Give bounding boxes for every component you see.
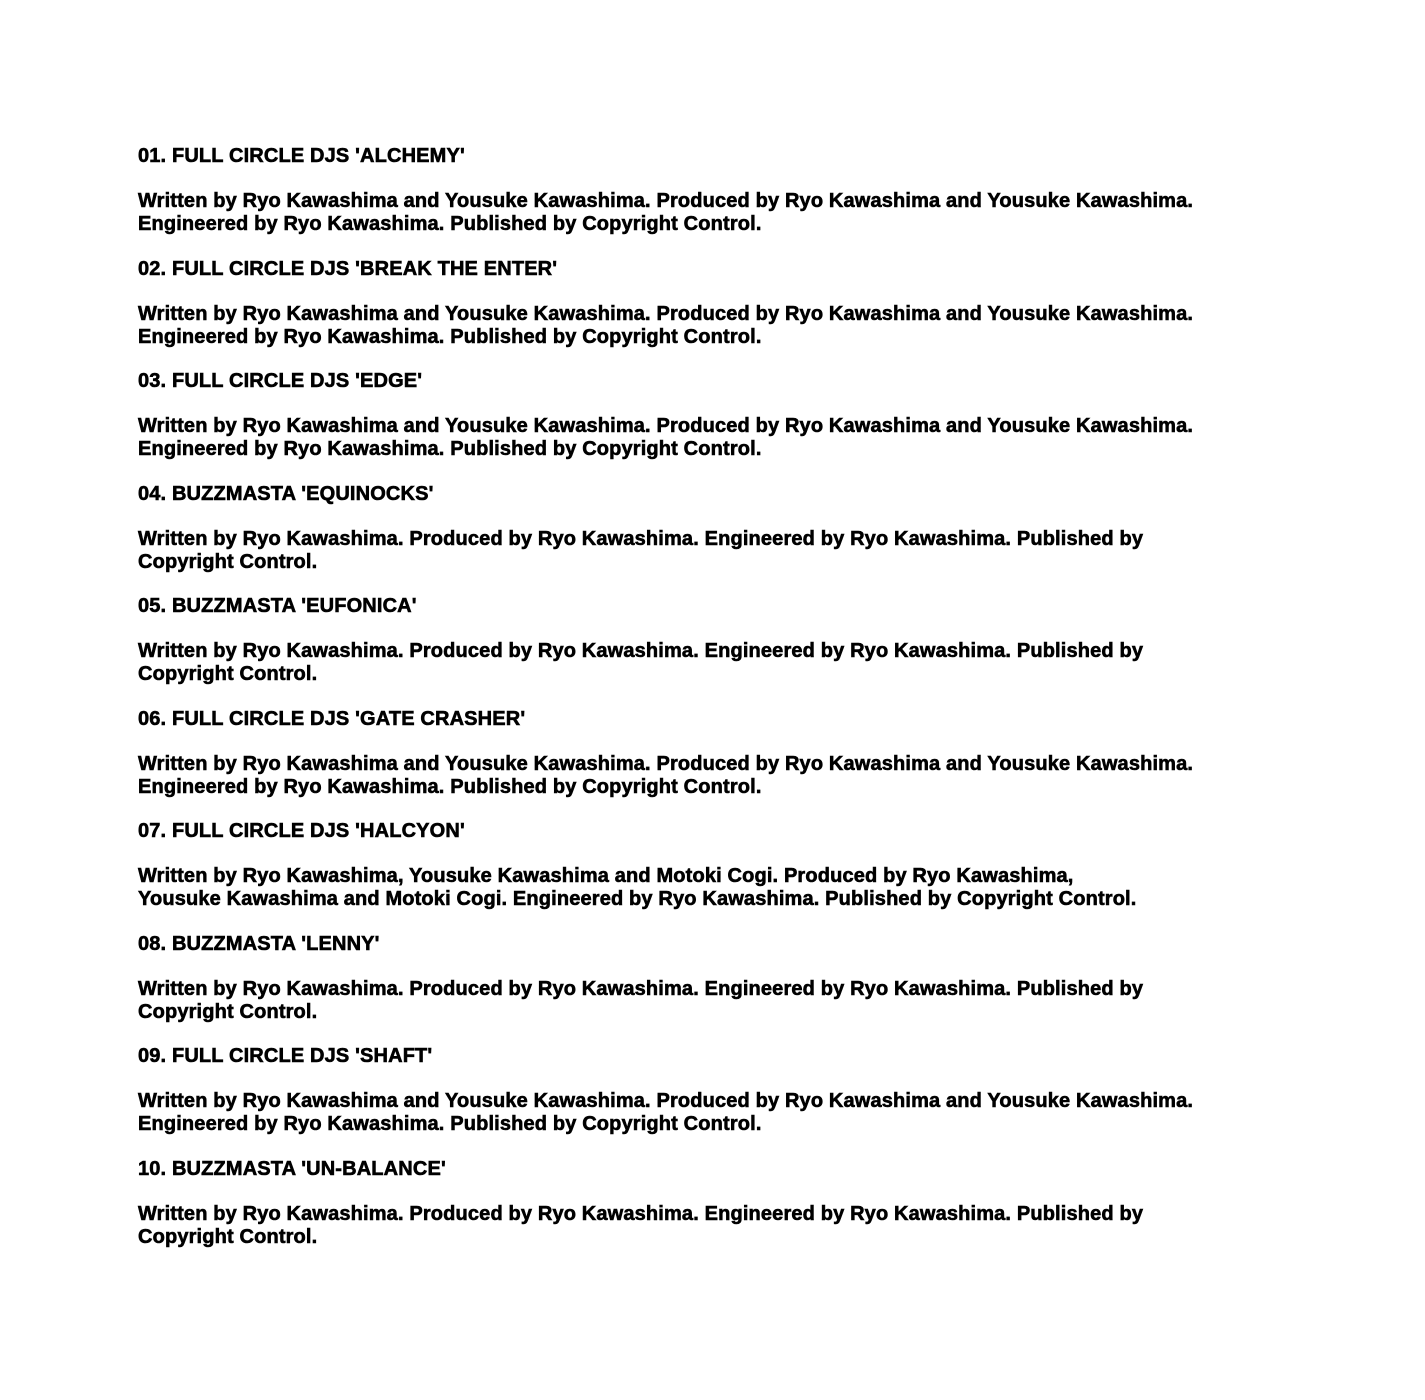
track-credits [138,190,1318,236]
track-credits-line: Engineered by Ryo Kawashima. Published by Copyright Control. [138,326,762,348]
track-title: 03. FULL CIRCLE DJS 'EDGE' [138,370,423,392]
track-credits [138,640,1318,686]
track-credits-line: Written by Ryo Kawashima and Yousuke Kawashima. Produced by Ryo Kawashima and Yousuke Kawashima. [138,190,1194,212]
track-title: 01. FULL CIRCLE DJS 'ALCHEMY' [138,145,465,167]
track-credits-line: Engineered by Ryo Kawashima. Published by Copyright Control. [138,776,762,798]
track-credits-line: Written by Ryo Kawashima. Produced by Ryo Kawashima. Engineered by Ryo Kawashima. Published by [138,640,1144,662]
track-credits-line: Yousuke Kawashima and Motoki Cogi. Engineered by Ryo Kawashima. Published by Copyright Control. [138,888,1137,910]
track-credits-line: Written by Ryo Kawashima and Yousuke Kawashima. Produced by Ryo Kawashima and Yousuke Kawashima. [138,415,1194,437]
track-credits-line: Engineered by Ryo Kawashima. Published by Copyright Control. [138,438,762,460]
track-title: 02. FULL CIRCLE DJS 'BREAK THE ENTER' [138,258,558,280]
track-credits [138,303,1318,349]
track-credits [138,865,1318,911]
track-credits-line: Written by Ryo Kawashima. Produced by Ryo Kawashima. Engineered by Ryo Kawashima. Published by [138,978,1144,1000]
track-credits [138,528,1318,574]
track-title: 04. BUZZMASTA 'EQUINOCKS' [138,483,434,505]
track-credits-line: Copyright Control. [138,663,318,685]
track-credits-line: Engineered by Ryo Kawashima. Published by Copyright Control. [138,213,762,235]
track-title: 08. BUZZMASTA 'LENNY' [138,933,380,955]
track-title: 06. FULL CIRCLE DJS 'GATE CRASHER' [138,708,526,730]
track-title: 09. FULL CIRCLE DJS 'SHAFT' [138,1045,433,1067]
track-credits-line: Copyright Control. [138,551,318,573]
track-title: 07. FULL CIRCLE DJS 'HALCYON' [138,820,465,842]
track-credits-line: Copyright Control. [138,1226,318,1248]
track-credits [138,1090,1318,1136]
track-credits-line: Written by Ryo Kawashima, Yousuke Kawashima and Motoki Cogi. Produced by Ryo Kawashima, [138,865,1074,887]
track-credits [138,978,1318,1024]
track-title: 10. BUZZMASTA 'UN-BALANCE' [138,1158,446,1180]
track-credits-line: Written by Ryo Kawashima. Produced by Ryo Kawashima. Engineered by Ryo Kawashima. Published by [138,1203,1144,1225]
track-credits [138,1203,1318,1249]
track-credits-line: Written by Ryo Kawashima and Yousuke Kawashima. Produced by Ryo Kawashima and Yousuke Kawashima. [138,303,1194,325]
track-credits-line: Copyright Control. [138,1001,318,1023]
track-credits-line: Written by Ryo Kawashima. Produced by Ryo Kawashima. Engineered by Ryo Kawashima. Published by [138,528,1144,550]
track-credits-line: Written by Ryo Kawashima and Yousuke Kawashima. Produced by Ryo Kawashima and Yousuke Kawashima. [138,753,1194,775]
track-title: 05. BUZZMASTA 'EUFONICA' [138,595,417,617]
track-credits [138,415,1318,461]
track-credits-line: Written by Ryo Kawashima and Yousuke Kawashima. Produced by Ryo Kawashima and Yousuke Kawashima. [138,1090,1194,1112]
track-credits-line: Engineered by Ryo Kawashima. Published by Copyright Control. [138,1113,762,1135]
track-credits [138,753,1318,799]
